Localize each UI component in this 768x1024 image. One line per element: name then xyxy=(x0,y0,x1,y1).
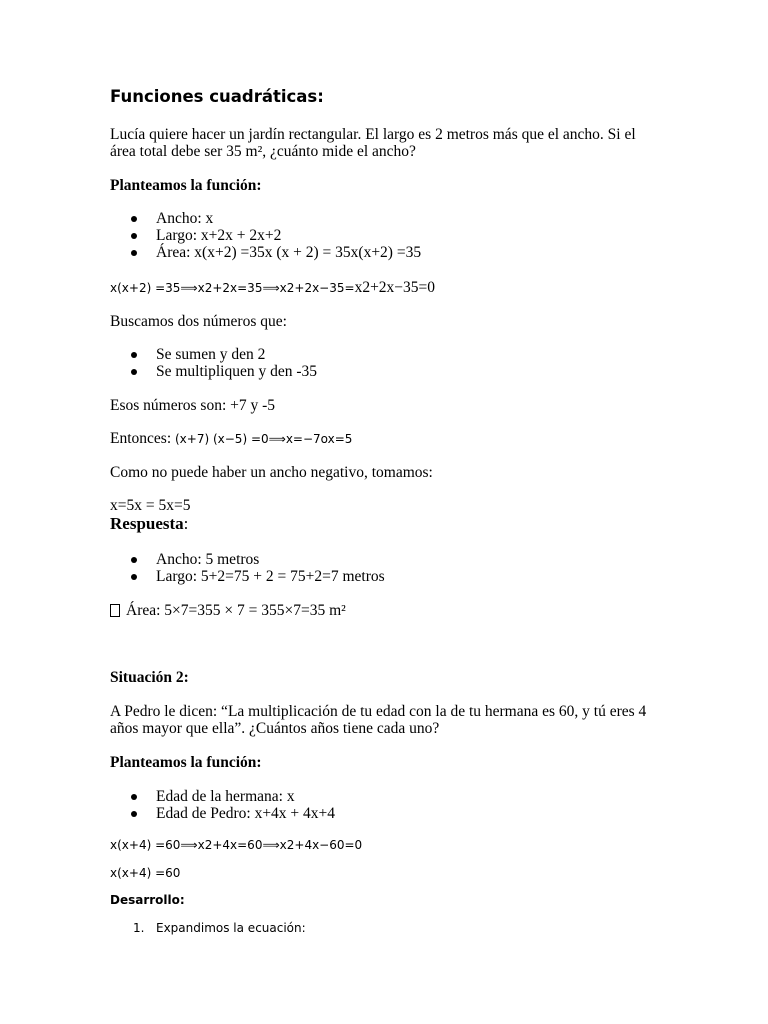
bullet-icon xyxy=(131,352,137,358)
problem1-intro-line2: área total debe ser 35 m², ¿cuánto mide el ancho? xyxy=(110,143,416,160)
problem2-intro-line2: años mayor que ella”. ¿Cuántos años tiene cada uno? xyxy=(110,720,440,737)
entonces-expression: (x+7) (x−5) =0⟹x=−7ox=5 xyxy=(175,432,353,446)
problem2-heading: Situación 2: xyxy=(110,669,189,686)
area-text: Área: 5×7=355 × 7 = 355×7=35 m² xyxy=(126,602,346,619)
missing-glyph-icon xyxy=(110,604,120,617)
problem2-equation: x(x+4) =60⟹x2+4x=60⟹x2+4x−60=0 xyxy=(110,838,363,852)
list-item: Ancho: 5 metros xyxy=(156,551,260,568)
equation-part: x2+2x−35=0 xyxy=(354,279,436,296)
list-item: Largo: 5+2=75 + 2 = 75+2=7 metros xyxy=(156,568,385,585)
answer-heading xyxy=(110,515,188,532)
answer-heading-label: Respuesta xyxy=(110,514,184,533)
buscamos-text: Buscamos dos números que: xyxy=(110,313,287,330)
como-text: Como no puede haber un ancho negativo, tomamos: xyxy=(110,464,433,481)
bullet-icon xyxy=(131,216,137,222)
list-item: Área: x(x+2) =35x (x + 2) = 35x(x+2) =35 xyxy=(156,244,422,261)
entonces-line xyxy=(110,430,352,448)
list-item: Edad de la hermana: x xyxy=(156,788,295,805)
problem2-plan-heading: Planteamos la función: xyxy=(110,754,262,771)
bullet-icon xyxy=(131,250,137,256)
desarrollo-heading: Desarrollo: xyxy=(110,893,185,907)
bullet-icon xyxy=(131,369,137,375)
bullet-icon xyxy=(131,233,137,239)
list-item: Se sumen y den 2 xyxy=(156,346,266,363)
problem1-equation xyxy=(110,279,435,297)
bullet-icon xyxy=(131,794,137,800)
bullet-icon xyxy=(131,557,137,563)
problem2-intro-line1: A Pedro le dicen: “La multiplicación de tu edad con la de tu hermana es 60, y tú eres 4 xyxy=(110,703,647,720)
problem1-plan-heading: Planteamos la función: xyxy=(110,177,262,194)
area-line xyxy=(110,602,346,619)
list-item: Se multipliquen y den -35 xyxy=(156,363,318,380)
numbers-text: Esos números son: +7 y -5 xyxy=(110,397,276,414)
step-item: Expandimos la ecuación: xyxy=(156,921,306,935)
bullet-icon xyxy=(131,574,137,580)
problem1-intro-line1: Lucía quiere hacer un jardín rectangular. El largo es 2 metros más que el ancho. Si el xyxy=(110,126,636,143)
bullet-icon xyxy=(131,811,137,817)
list-item: Ancho: x xyxy=(156,210,214,227)
step-number: 1. xyxy=(133,921,145,935)
entonces-label: Entonces: xyxy=(110,430,175,447)
answer-heading-colon: : xyxy=(183,514,189,533)
equation-part: x(x+2) =35⟹x2+2x=35⟹x2+2x−35= xyxy=(110,281,355,295)
problem2-equation-short: x(x+4) =60 xyxy=(110,866,181,880)
list-item: Largo: x+2x + 2x+2 xyxy=(156,227,282,244)
list-item: Edad de Pedro: x+4x + 4x+4 xyxy=(156,805,336,822)
result-text: x=5x = 5x=5 xyxy=(110,497,191,514)
page-title: Funciones cuadráticas: xyxy=(110,87,324,106)
